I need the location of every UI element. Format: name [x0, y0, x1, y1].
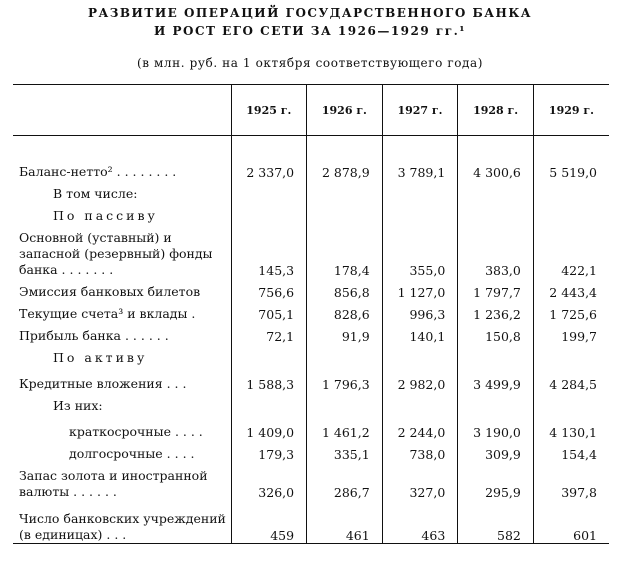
row-label-cell	[13, 392, 231, 414]
value-cell: 2 443,4	[533, 278, 609, 300]
value-cell	[533, 344, 609, 366]
row-label-cell	[13, 440, 231, 462]
table-row	[13, 440, 609, 462]
value-cell: 1 797,7	[458, 278, 534, 300]
value-cell: 461	[307, 500, 383, 544]
column-header: 1927 г.	[382, 85, 458, 136]
value-cell	[231, 202, 307, 224]
value-cell	[382, 180, 458, 202]
value-cell: 3 190,0	[458, 414, 534, 440]
row-label-cell	[13, 344, 231, 366]
units-note: (в млн. руб. на 1 октября соответствующего года)	[136, 56, 484, 70]
table-row	[13, 300, 609, 322]
row-label-cell	[13, 278, 231, 300]
value-cell	[458, 392, 534, 414]
value-cell: 154,4	[533, 440, 609, 462]
row-label: По активу	[53, 349, 148, 365]
value-cell: 3 499,9	[458, 366, 534, 392]
value-cell: 756,6	[231, 278, 307, 300]
value-cell: 327,0	[382, 462, 458, 500]
row-label-cell	[13, 414, 231, 440]
value-cell: 150,8	[458, 322, 534, 344]
value-cell: 355,0	[382, 224, 458, 278]
value-cell: 459	[231, 500, 307, 544]
row-label: Из них:	[53, 397, 103, 413]
row-label: Эмиссия банковых билетов	[19, 283, 201, 299]
value-cell: 601	[533, 500, 609, 544]
row-label: В том числе:	[53, 185, 138, 201]
value-cell: 335,1	[307, 440, 383, 462]
value-cell	[382, 392, 458, 414]
value-cell: 397,8	[533, 462, 609, 500]
row-label-cell	[13, 136, 231, 180]
row-label: Основной (уставный) и запасной (резервный) фонды банка . . . . . . .	[19, 229, 213, 277]
value-cell: 1 409,0	[231, 414, 307, 440]
value-cell: 996,3	[382, 300, 458, 322]
value-cell: 295,9	[458, 462, 534, 500]
row-label: Баланс-нетто² . . . . . . . .	[19, 163, 177, 179]
value-cell: 199,7	[533, 322, 609, 344]
value-cell: 2 878,9	[307, 136, 383, 180]
value-cell: 1 127,0	[382, 278, 458, 300]
row-label-cell	[13, 300, 231, 322]
row-label-cell	[13, 366, 231, 392]
value-cell	[231, 344, 307, 366]
row-label-cell	[13, 202, 231, 224]
row-label: По пассиву	[53, 207, 158, 223]
value-cell: 4 284,5	[533, 366, 609, 392]
value-cell: 5 519,0	[533, 136, 609, 180]
table-row	[13, 202, 609, 224]
row-label: Число банковских учреждений (в единицах) . . .	[19, 511, 226, 542]
row-label: Прибыль банка . . . . . .	[19, 327, 169, 343]
table-row	[13, 344, 609, 366]
row-label-cell	[13, 500, 231, 544]
table-row	[13, 462, 609, 500]
value-cell: 828,6	[307, 300, 383, 322]
value-cell: 4 130,1	[533, 414, 609, 440]
value-cell: 140,1	[382, 322, 458, 344]
value-cell: 145,3	[231, 224, 307, 278]
value-cell: 422,1	[533, 224, 609, 278]
value-cell	[533, 180, 609, 202]
row-label: краткосрочные . . . .	[69, 423, 203, 439]
column-header: 1929 г.	[533, 85, 609, 136]
table-row	[13, 414, 609, 440]
table-row	[13, 180, 609, 202]
header-row	[13, 85, 609, 136]
column-header: 1925 г.	[231, 85, 307, 136]
row-label-cell	[13, 322, 231, 344]
column-header: 1926 г.	[307, 85, 383, 136]
value-cell: 72,1	[231, 322, 307, 344]
value-cell: 326,0	[231, 462, 307, 500]
table-row	[13, 278, 609, 300]
value-cell: 1 796,3	[307, 366, 383, 392]
value-cell: 179,3	[231, 440, 307, 462]
row-label-cell	[13, 180, 231, 202]
value-cell: 1 588,3	[231, 366, 307, 392]
row-label: Кредитные вложения . . .	[19, 375, 187, 391]
row-label: Текущие счета³ и вклады .	[19, 305, 196, 321]
value-cell	[307, 202, 383, 224]
value-cell	[533, 392, 609, 414]
value-cell: 3 789,1	[382, 136, 458, 180]
value-cell: 1 461,2	[307, 414, 383, 440]
table-row	[13, 224, 609, 278]
value-cell: 738,0	[382, 440, 458, 462]
value-cell: 582	[458, 500, 534, 544]
value-cell: 1 236,2	[458, 300, 534, 322]
value-cell: 383,0	[458, 224, 534, 278]
value-cell	[231, 180, 307, 202]
value-cell: 286,7	[307, 462, 383, 500]
value-cell: 4 300,6	[458, 136, 534, 180]
value-cell: 1 725,6	[533, 300, 609, 322]
table-row	[13, 366, 609, 392]
value-cell: 2 337,0	[231, 136, 307, 180]
value-cell	[382, 202, 458, 224]
value-cell: 91,9	[307, 322, 383, 344]
column-header: 1928 г.	[458, 85, 534, 136]
table-row	[13, 500, 609, 544]
value-cell	[533, 202, 609, 224]
value-cell: 463	[382, 500, 458, 544]
value-cell	[458, 344, 534, 366]
value-cell	[458, 180, 534, 202]
bank-operations-table	[13, 84, 609, 544]
title-line-1: РАЗВИТИЕ ОПЕРАЦИЙ ГОСУДАРСТВЕННОГО БАНКА	[87, 6, 533, 20]
row-label-cell	[13, 462, 231, 500]
value-cell	[307, 344, 383, 366]
header-label-cell	[13, 85, 231, 136]
table-row	[13, 322, 609, 344]
value-cell	[307, 392, 383, 414]
value-cell	[382, 344, 458, 366]
table-row	[13, 136, 609, 180]
value-cell: 2 244,0	[382, 414, 458, 440]
value-cell: 2 982,0	[382, 366, 458, 392]
value-cell: 856,8	[307, 278, 383, 300]
value-cell	[231, 392, 307, 414]
value-cell: 705,1	[231, 300, 307, 322]
title-line-2: И РОСТ ЕГО СЕТИ ЗА 1926—1929 гг.¹	[153, 24, 467, 38]
value-cell: 178,4	[307, 224, 383, 278]
row-label: Запас золота и иностранной валюты . . . . . .	[19, 467, 208, 499]
value-cell: 309,9	[458, 440, 534, 462]
value-cell	[458, 202, 534, 224]
row-label: долгосрочные . . . .	[69, 445, 195, 461]
value-cell	[307, 180, 383, 202]
table-row	[13, 392, 609, 414]
row-label-cell	[13, 224, 231, 278]
